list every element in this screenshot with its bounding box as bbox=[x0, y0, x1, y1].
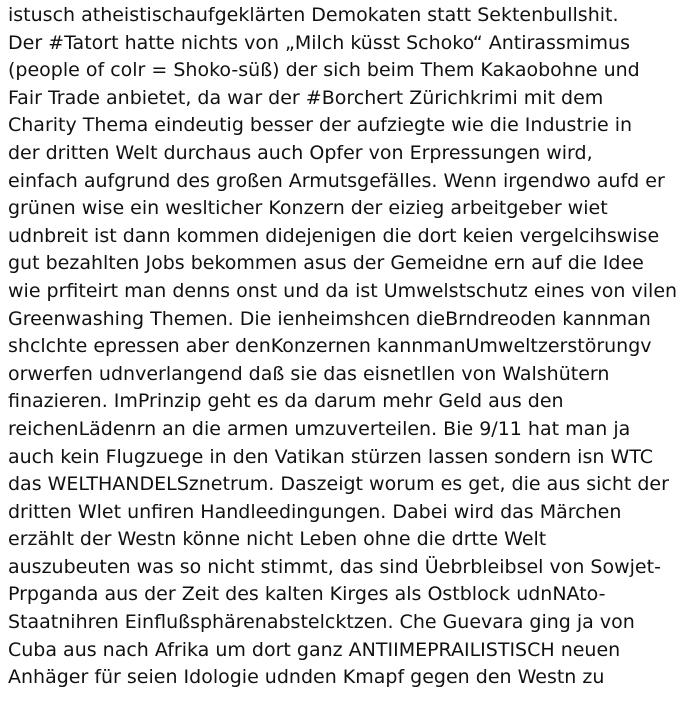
text-line: Charity Thema eindeutig besser der aufziegte wie die Industrie in bbox=[8, 114, 633, 137]
text-line: Anhäger für seien Idologie udnden Kmapf gegen den Westn zu bbox=[8, 666, 605, 689]
text-line: wie prfiteirt man denns onst und da ist Umwelstschutz eines von vilen bbox=[8, 279, 678, 302]
text-line: Greenwashing Themen. Die ienheimshcen dieBrndreoden kannman bbox=[8, 307, 651, 330]
text-line: Cuba aus nach Afrika um dort ganz ANTIIMEPRAILISTISCH neuen bbox=[8, 638, 621, 661]
text-line: auszubeuten was so nicht stimmt, das sind Üebrbleibsel von Sowjet- bbox=[8, 555, 661, 578]
text-line: udnbreit ist dann kommen didejenigen die dort keien vergelcihswise bbox=[8, 224, 660, 247]
text-line: grünen wise ein weslticher Konzern der eizieg arbeitgeber wiet bbox=[8, 197, 608, 220]
text-line: das WELTHANDELSznetrum. Daszeigt worum es get, die aus sicht der bbox=[8, 473, 669, 496]
text-line: dritten Wlet unfiren Handleedingungen. Dabei wird das Märchen bbox=[8, 500, 622, 523]
text-line: (people of colr = Shoko-süß) der sich beim Them Kakaobohne und bbox=[8, 59, 640, 82]
text-line: erzählt der Westn könne nicht Leben ohne die drtte Welt bbox=[8, 528, 547, 551]
text-line: Staatnihren Einflußsphärenabstelcktzen. Che Guevara ging ja von bbox=[8, 611, 635, 634]
text-line: shclchte epressen aber denKonzernen kannmanUmweltzerstörungv bbox=[8, 335, 652, 358]
text-line: gut bezahlten Jobs bekommen asus der Gemeidne ern auf die Idee bbox=[8, 252, 644, 275]
text-line: Der #Tatort hatte nichts von „Milch küsst Schoko“ Antirassmimus bbox=[8, 31, 630, 54]
text-line: orwerfen udnverlangend daß sie das eisnetllen von Walshütern bbox=[8, 362, 610, 385]
text-line: finazieren. ImPrinzip geht es da darum mehr Geld aus den bbox=[8, 390, 564, 413]
text-line: einfach aufgrund des großen Armutsgefälles. Wenn irgendwo aufd er bbox=[8, 169, 665, 192]
text-line: Prpganda aus der Zeit des kalten Kirges als Ostblock udnNAto- bbox=[8, 583, 606, 606]
text-line: reichenLädenrn an die armen umzuverteilen. Bie 9/11 hat man ja bbox=[8, 417, 631, 440]
text-line: auch kein Flugzuege in den Vatikan stürzen lassen sondern isn WTC bbox=[8, 445, 653, 468]
text-line: Fair Trade anbietet, da war der #Borchert Zürichkrimi mit dem bbox=[8, 86, 604, 109]
text-line: istusch atheistischaufgeklärten Demokaten statt Sektenbullshit. bbox=[8, 4, 619, 26]
text-line: der dritten Welt durchaus auch Opfer von Erpressungen wird, bbox=[8, 141, 593, 164]
